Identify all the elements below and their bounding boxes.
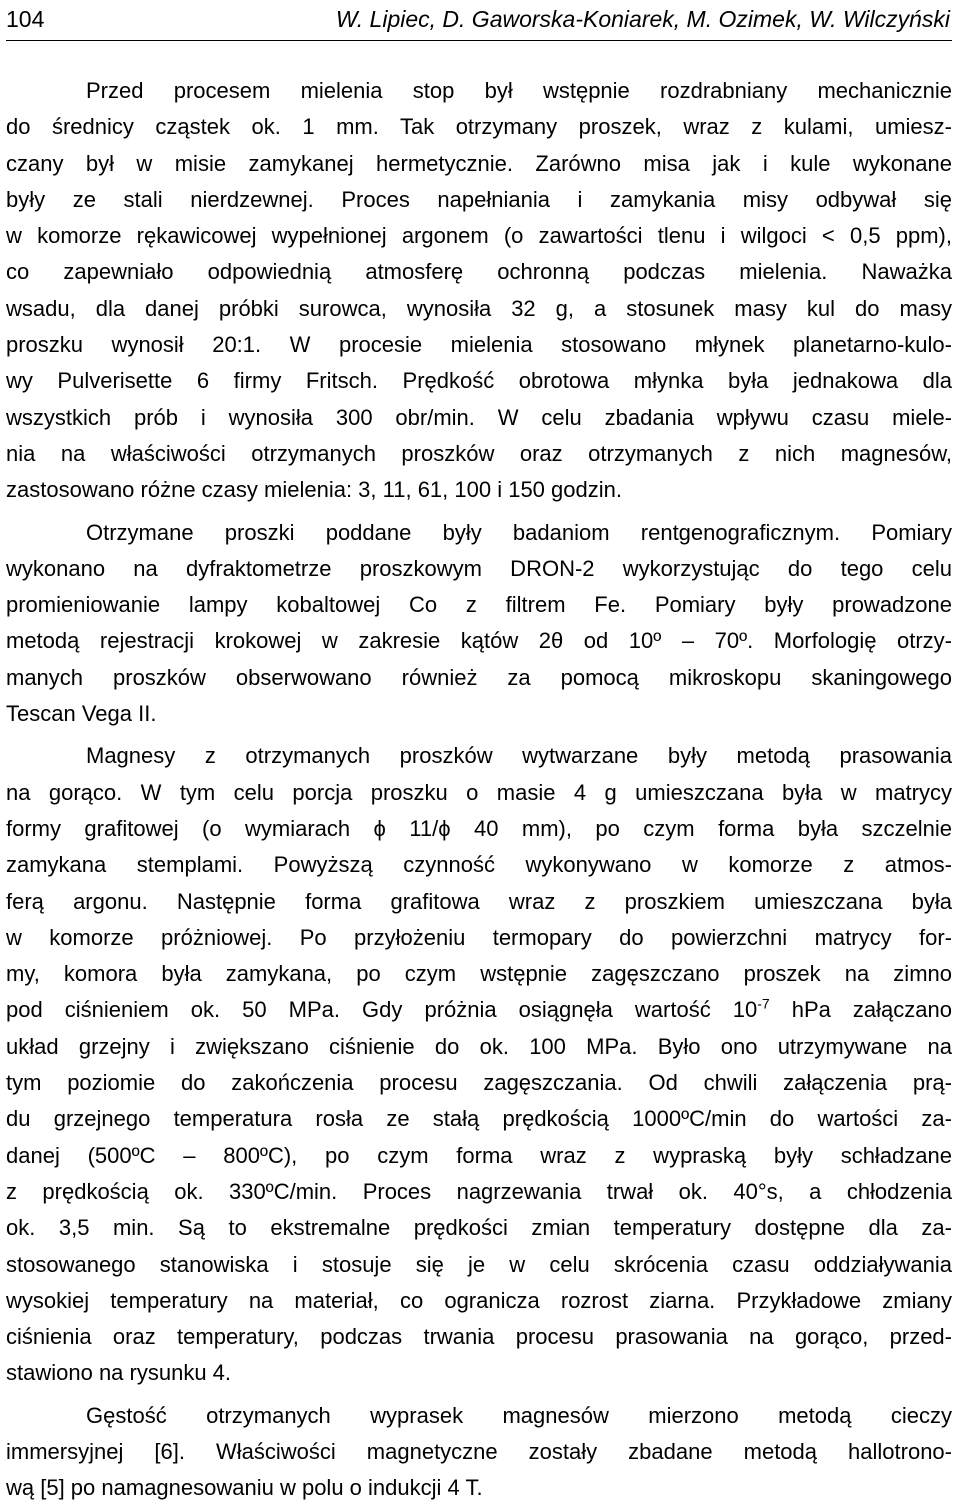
text-line: promieniowanie lampy kobaltowej Co z filtrem Fe. Pomiary były prowadzone (6, 592, 952, 618)
text-line: wykonano na dyfraktometrze proszkowym DRON-2 wykorzystując do tego celu (6, 555, 952, 581)
paragraph-density-magnetic-properties (6, 1398, 952, 1507)
text-line: my, komora była zamykana, po czym wstępnie zagęszczano proszek na zimno (6, 961, 952, 987)
body-text (6, 73, 952, 1507)
text-line: układ grzejny i zwiększano ciśnienie do ok. 100 MPa. Było ono utrzymywane na (6, 1033, 952, 1059)
text-line: czany był w misie zamykanej hermetycznie. Zarówno misa jak i kule wykonane (6, 150, 952, 176)
text-line: Tescan Vega II. (6, 701, 157, 727)
text-line: wsadu, dla danej próbki surowca, wynosiła 32 g, a stosunek masy kul do masy (6, 295, 952, 321)
paragraph-xray-measurements (6, 515, 952, 733)
text-line: wysokiej temperatury na materiał, co ogranicza rozrost ziarna. Przykładowe zmiany (6, 1287, 952, 1313)
text-line: ciśnienia oraz temperatury, podczas trwania procesu prasowania na gorąco, przed- (6, 1324, 952, 1350)
text-line: Otrzymane proszki poddane były badaniom rentgenograficznym. Pomiary (86, 519, 952, 545)
text-line: Magnesy z otrzymanych proszków wytwarzane były metodą prasowania (86, 743, 952, 769)
text-line: danej (500ºC – 800ºC), po czym forma wraz z wypraską były schładzane (6, 1142, 952, 1168)
text-line: wszystkich prób i wynosiła 300 obr/min. W celu zbadania wpływu czasu miele- (6, 404, 952, 430)
text-line: immersyjnej [6]. Właściwości magnetyczne zostały zbadane metodą hallotrono- (6, 1438, 952, 1464)
text-line: co zapewniało odpowiednią atmosferę ochronną podczas mielenia. Naważka (6, 259, 952, 285)
text-line: zastosowano różne czasy mielenia: 3, 11, 61, 100 i 150 godzin. (6, 477, 622, 503)
text-line: w komorze próżniowej. Po przyłożeniu termopary do powierzchni matrycy for- (6, 924, 952, 950)
text-line: były ze stali nierdzewnej. Proces napełniania i zamykania misy odbywał się (6, 186, 952, 212)
text-line: formy grafitowej (o wymiarach ϕ 11/ϕ 40 mm), po czym forma była szczelnie (6, 815, 952, 841)
text-line: w komorze rękawicowej wypełnionej argonem (o zawartości tlenu i wilgoci < 0,5 ppm), (6, 223, 952, 249)
text-line: z prędkością ok. 330ºC/min. Proces nagrzewania trwał ok. 40°s, a chłodzenia (6, 1178, 952, 1204)
text-line: Gęstość otrzymanych wyprasek magnesów mierzono metodą cieczy (86, 1402, 952, 1428)
text-line: ok. 3,5 min. Są to ekstremalne prędkości zmian temperatury dostępne dla za- (6, 1215, 952, 1241)
text-line: du grzejnego temperatura rosła ze stałą prędkością 1000ºC/min do wartości za- (6, 1106, 952, 1132)
text-line: manych proszków obserwowano również za pomocą mikroskopu skaningowego (6, 664, 952, 690)
text-line: ferą argonu. Następnie forma grafitowa wraz z proszkiem umieszczana była (6, 888, 952, 914)
text-line: stosowanego stanowiska i stosuje się je w celu skrócenia czasu oddziaływania (6, 1251, 952, 1277)
text-line: wy Pulverisette 6 firmy Fritsch. Prędkość obrotowa młynka była jednakowa dla (6, 368, 952, 394)
running-title: W. Lipiec, D. Gaworska-Koniarek, M. Ozimek, W. Wilczyński (335, 6, 950, 32)
text-line: wą [5] po namagnesowaniu w polu o indukcji 4 T. (6, 1475, 483, 1501)
paragraph-milling-procedure (6, 73, 952, 509)
text-line: metodą rejestracji krokowej w zakresie kątów 2θ od 10º – 70º. Morfologię otrzy- (6, 628, 952, 654)
page-number: 104 (6, 6, 45, 32)
paragraph-hot-pressing (6, 738, 952, 1391)
text-line: do średnicy cząstek ok. 1 mm. Tak otrzymany proszek, wraz z kulami, umiesz- (6, 114, 952, 140)
text-line: Przed procesem mielenia stop był wstępnie rozdrabniany mechanicznie (86, 78, 952, 103)
text-line: stawiono na rysunku 4. (6, 1360, 232, 1386)
text-line: na gorąco. W tym celu porcja proszku o masie 4 g umieszczana była w matrycy (6, 779, 952, 805)
text-line: tym poziomie do zakończenia procesu zagęszczania. Od chwili załączenia prą- (6, 1070, 952, 1096)
text-line: zamykana stemplami. Powyższą czynność wykonywano w komorze z atmos- (6, 852, 952, 878)
text-line: proszku wynosił 20:1. W procesie mielenia stosowano młynek planetarno-kulo- (6, 332, 952, 358)
page-header (6, 0, 952, 41)
text-line: nia na właściwości otrzymanych proszków oraz otrzymanych z nich magnesów, (6, 440, 952, 466)
text-line: pod ciśnieniem ok. 50 MPa. Gdy próżnia osiągnęła wartość $10^{-7}$ hPa załączano (6, 996, 952, 1023)
